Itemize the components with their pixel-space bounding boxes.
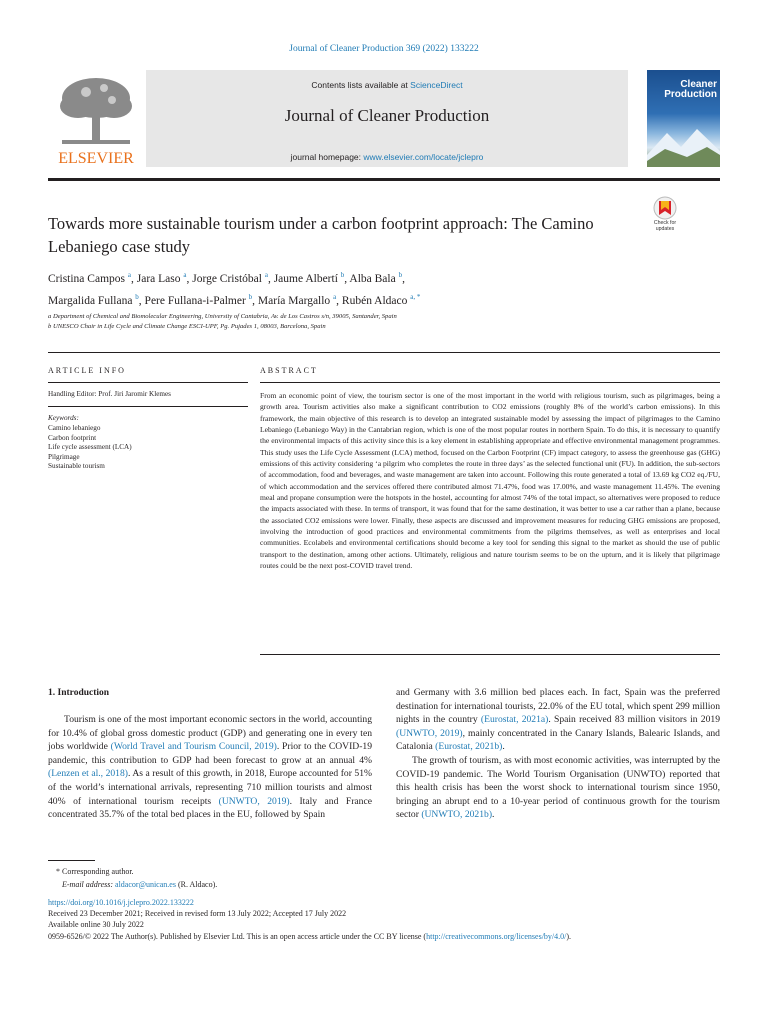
received-dates: Received 23 December 2021; Received in revised form 13 July 2022; Accepted 17 July 2022 <box>48 909 347 919</box>
author-affiliation-marker[interactable]: b <box>340 271 345 279</box>
author-name[interactable]: Pere Fullana-i-Palmer <box>144 294 246 307</box>
intro-column-left <box>48 713 372 822</box>
author-name[interactable]: Margalida Fullana <box>48 294 133 307</box>
check-updates-label: Check for updates <box>653 220 677 232</box>
body-text: . <box>492 809 495 821</box>
journal-citation[interactable]: Journal of Cleaner Production 369 (2022) 133222 <box>289 44 479 54</box>
author-name[interactable]: Alba Bala <box>349 272 396 285</box>
intro-paragraph-1 <box>48 713 372 822</box>
introduction-heading: 1. Introduction <box>48 688 110 698</box>
author-name[interactable]: Jorge Cristóbal <box>192 272 262 285</box>
keyword: Life cycle assessment (LCA) <box>48 443 132 452</box>
intro-paragraph-3 <box>396 754 720 822</box>
homepage-link[interactable]: www.elsevier.com/locate/jclepro <box>363 152 484 162</box>
abstract-text: From an economic point of view, the tourism sector is one of the most important in the world with religious tourism, such as pilgrimages, being a growth area. Tourism activities also make a significant contribution to CO2 emissions (roughly 8% of the world’s carbon emissions). In this framework, the main objective of this research is to develop an integrated sustainable model by assessing the impact of pilgrimages to the Camino Lebaniego (Lebaniego Way) in the Cantabrian region, which is one of the most popular routes in northern Spain. To do this, it is necessary to quantify the environmental impacts of this activity since this is a key element in establishing appropriate and effective environmental management programmes. This study uses the Life Cycle Assessment (LCA) method, focused on the Carbon Footprint (CF) impact category, to assess the greenhouse gas (GHG) emissions of this activity considering ‘a pilgrim who completes the route in three days’ as the selected functional unit (FU). In addition, the sub-sectors of accommodation, food and beverages, and waste management are taken into account. Following this route generated a total of 13.69 kg CO2 eq./FU, of which accommodation and the services offered there contributed almost 71.47%, food was 17.00%, and waste management 11.45%. The evening meal and propane consumption were the hotspots in the hostel, accounting for almost 74% of the total impact, so alternatives were proposed to reduce the impacts associated with these. In terms of transport, it was found that for the same destination, it was better to use a car rather than a plane, because the associated CO2 emissions were lower. Finally, these aspects are discussed and improvement measures for reducing GHG emissions are proposed, involving the introduction of good practices and environmental commitments from the pilgrims themselves, as well as enterprises and local communities. Ecolabels and environmental certifications should become a key tool for sending this signal to the market as should the use of public transport to the destination, among other actions. Ultimately, religious and nature tourism seems to be on the upturn, and it is likely that pilgrimage routes could be the next post-COVID travel trend. <box>260 391 720 571</box>
body-text: . <box>502 741 505 753</box>
elsevier-tree-icon <box>48 70 144 167</box>
abstract-heading: ABSTRACT <box>260 366 318 375</box>
homepage-line <box>146 152 628 162</box>
body-text: and Germany with 3.6 million bed places each. In fact, Spain was the preferred destination for international tourists, 22.0% of the EU total, which spent 299 million nights in the country <box>396 687 720 726</box>
homepage-prefix: journal homepage: <box>290 152 364 162</box>
citation-link[interactable]: (Lenzen et al., 2018) <box>48 768 128 780</box>
license-link[interactable]: http://creativecommons.org/licenses/by/4.0/ <box>426 931 567 941</box>
keyword: Sustainable tourism <box>48 462 105 471</box>
citation-link[interactable]: (UNWTO, 2019) <box>396 727 463 739</box>
corresponding-author: * Corresponding author. <box>56 867 134 876</box>
author-affiliation-marker[interactable]: a <box>183 271 187 279</box>
author-affiliation-marker[interactable]: a <box>127 271 131 279</box>
license-line <box>48 931 738 942</box>
intro-paragraph-2 <box>396 686 720 754</box>
email-link[interactable]: aldacor@unican.es <box>115 880 176 889</box>
keywords-rule <box>48 406 248 407</box>
article-info-heading: ARTICLE INFO <box>48 366 126 375</box>
affiliation-a: a Department of Chemical and Biomolecular Engineering, University of Cantabria, Av. de Los Castros s/n, 39005, Santander, Spain <box>48 313 397 320</box>
citation-link[interactable]: (Eurostat, 2021a) <box>480 714 549 726</box>
doi-link[interactable]: https://doi.org/10.1016/j.jclepro.2022.133222 <box>48 898 194 907</box>
elsevier-logo[interactable] <box>48 70 144 167</box>
author-affiliation-marker[interactable]: b <box>248 292 253 301</box>
author-name[interactable]: María Margallo <box>257 294 331 307</box>
body-text: . Spain received 83 million visitors in 2019 <box>548 714 720 726</box>
author-affiliation-marker[interactable]: a <box>333 292 337 301</box>
author-name[interactable]: Rubén Aldaco <box>341 294 408 307</box>
citation-link[interactable]: (Eurostat, 2021b) <box>435 741 503 753</box>
masthead <box>48 70 628 167</box>
footnote-rule <box>48 860 95 861</box>
author-list: Cristina Campos $^a$, Jara Laso $^a$, Jorge Cristóbal $^a$, Jaume Albertí $^b$, Alba Bala $^b$, Margalida Fullana $^b$, Pere Fullana-i-Palmer $^b$, María Margallo $^a$, Rubén Aldaco $^{a, *}$ <box>48 271 421 307</box>
author-affiliation-marker[interactable]: a <box>264 271 268 279</box>
keywords-heading: Keywords: <box>48 414 79 422</box>
author-name[interactable]: Jara Laso <box>136 272 181 285</box>
section-rule <box>48 352 720 353</box>
author-affiliation-marker[interactable]: a, * <box>410 292 421 301</box>
author-affiliation-marker[interactable]: b <box>135 292 139 301</box>
body-text: . Prior to the COVID-19 pandemic, this contribution to GDP had been forecast to grow at an annual 4% <box>48 741 372 766</box>
handling-editor: Handling Editor: Prof. Jiri Jaromir Klemes <box>48 390 171 398</box>
keyword: Pilgrimage <box>48 452 80 461</box>
journal-title: Journal of Cleaner Production <box>284 106 490 125</box>
affiliation-b: b UNESCO Chair in Life Cycle and Climate Change ESCI-UPF, Pg. Pujades 1, 08003, Barcelona, Spain <box>48 323 326 330</box>
license-prefix: 0959-6526/© 2022 The Author(s). Published by Elsevier Ltd. This is an open access article under the CC BY license ( <box>48 931 427 941</box>
author-name[interactable]: Cristina Campos <box>48 272 125 285</box>
body-text: . As a result of this growth, in 2018, Europe accounted for 51% of the world’s international arrivals, representing 710 million tourists and almost 40% of international tourism receipts <box>48 768 372 807</box>
abstract-rule <box>260 382 720 383</box>
body-text: . Italy and France concentrated 35.7% of the total bed places in the EU, followed by Spain <box>48 795 372 821</box>
paper-title: Towards more sustainable tourism under a carbon footprint approach: The Camino Lebaniego case study <box>48 214 594 256</box>
elsevier-wordmark: ELSEVIER <box>58 150 134 167</box>
available-online: Available online 30 July 2022 <box>48 920 144 930</box>
article-info-rule <box>48 382 248 383</box>
cover-title: Cleaner Production <box>664 79 717 100</box>
author-name[interactable]: Jaume Albertí <box>273 272 338 285</box>
mountain-icon <box>647 125 720 167</box>
keyword: Camino lebaniego <box>48 424 101 432</box>
license-suffix: ). <box>566 931 572 941</box>
citation-link[interactable]: (UNWTO, 2021b) <box>421 809 493 821</box>
email-suffix: (R. Aldaco). <box>175 880 218 889</box>
sciencedirect-link[interactable]: ScienceDirect <box>410 80 463 90</box>
contents-line <box>146 80 628 90</box>
keyword: Carbon footprint <box>48 433 97 442</box>
body-text: The growth of tourism, as with most economic activities, was interrupted by the COVID-19 pandemic. The World Tourism Organisation (UNWTO) reported that this health crisis has been the worst shock to international tourism since 1950, bringing an abrupt end to a 10-year period of continuous growth for the tourism sector <box>396 754 720 821</box>
keywords-list <box>48 424 248 472</box>
intro-column-right <box>396 686 720 822</box>
article-metadata <box>48 897 738 942</box>
journal-cover-thumbnail[interactable] <box>647 70 720 167</box>
masthead-box <box>146 70 628 167</box>
header-rule <box>48 178 720 181</box>
affiliations <box>48 312 728 332</box>
corresponding-author-note <box>48 865 217 891</box>
abstract-bottom-rule <box>260 654 720 655</box>
author-affiliation-marker[interactable]: b <box>398 271 403 279</box>
body-text: , mainly concentrated in the Canary Islands, Balearic Islands, and Catalonia <box>396 727 720 753</box>
citation-link[interactable]: (World Travel and Tourism Council, 2019) <box>110 741 277 753</box>
email-label: E-mail address: <box>62 880 116 889</box>
body-text: Tourism is one of the most important economic sectors in the world, accounting for 10.4% of global gross domestic product (GDP) and generating one in every ten jobs worldwide <box>48 714 372 753</box>
citation-link[interactable]: (UNWTO, 2019) <box>218 795 290 807</box>
contents-prefix: Contents lists available at <box>311 80 411 90</box>
check-for-updates-button[interactable] <box>646 195 684 233</box>
